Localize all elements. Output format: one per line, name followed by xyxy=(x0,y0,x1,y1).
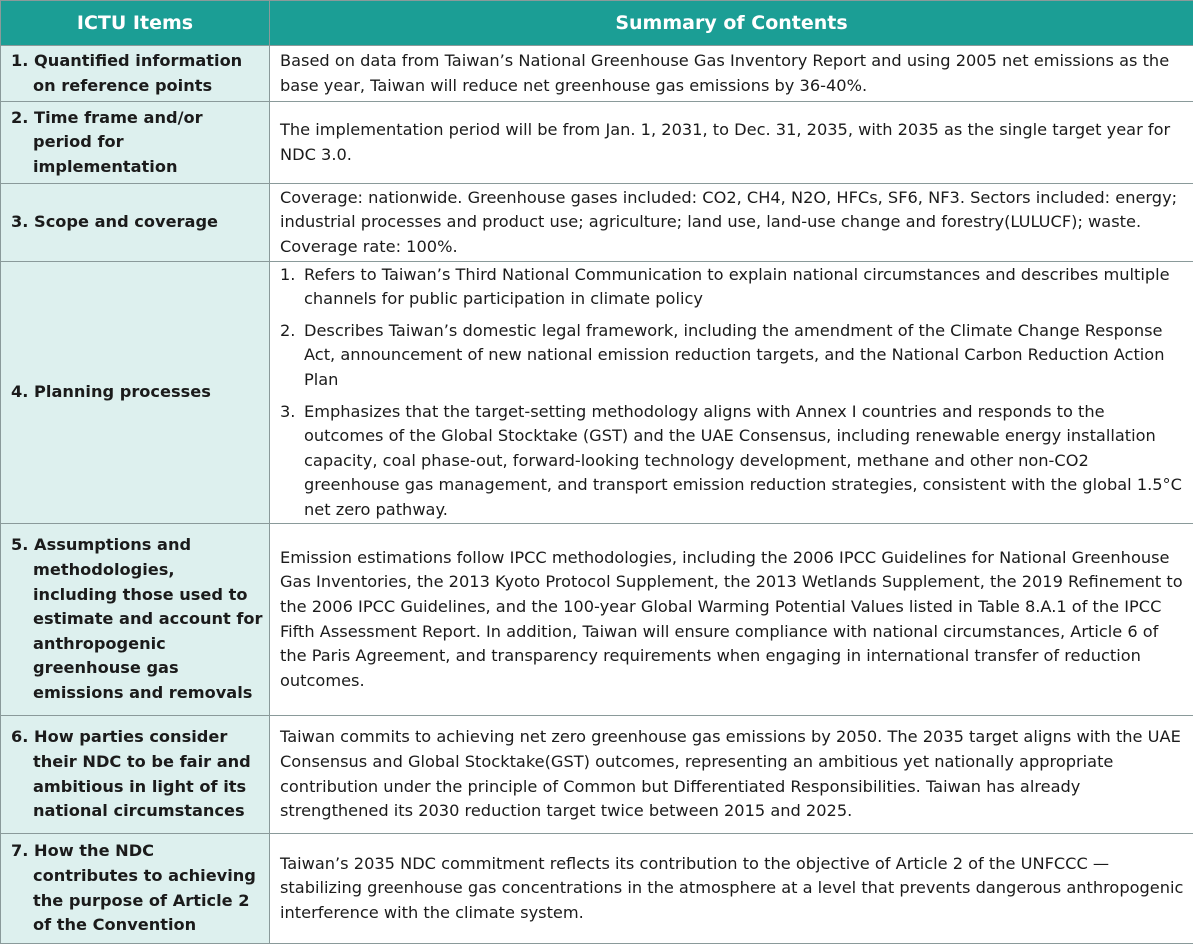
summary-cell: Emission estimations follow IPCC methodologies, including the 2006 IPCC Guidelines for National Greenhouse Gas Inventories, the 2013 Kyoto Protocol Supplement, the 2013 Wetlands Supplement, the 2019 Refinement to the 2006 IPCC Guidelines, and the 100-year Global Warming Potential Values listed in Table 8.A.1 of the IPCC Fifth Assessment Report. In addition, Taiwan will ensure compliance with national circumstances, Article 6 of the Paris Agreement, and transparency requirements when engaging in international transfer of reduction outcomes. xyxy=(270,524,1193,716)
list-number: 1. xyxy=(280,263,304,312)
list-number: 3. xyxy=(280,400,304,523)
summary-cell: Taiwan’s 2035 NDC commitment reflects its contribution to the objective of Article 2 of the UNFCCC — stabilizing greenhouse gas concentrations in the atmosphere at a level that prevents dangerous anthropogenic interference with the climate system. xyxy=(270,834,1193,944)
item-label: 1. Quantified information on reference points xyxy=(11,49,263,98)
list-text: Describes Taiwan’s domestic legal framework, including the amendment of the Climate Change Response Act, announcement of new national emission reduction targets, and the National Carbon Reduction Action Plan xyxy=(304,319,1185,393)
list-item xyxy=(280,319,1185,393)
planning-points-list xyxy=(280,263,1185,523)
summary-cell: Based on data from Taiwan’s National Greenhouse Gas Inventory Report and using 2005 net emissions as the base year, Taiwan will reduce net greenhouse gas emissions by 36-40%. xyxy=(270,46,1193,102)
item-cell xyxy=(1,46,270,102)
list-item xyxy=(280,263,1185,312)
item-cell xyxy=(1,184,270,262)
table-row xyxy=(1,716,1193,834)
header-summary-of-contents: Summary of Contents xyxy=(270,1,1193,46)
summary-cell: Coverage: nationwide. Greenhouse gases included: CO2, CH4, N2O, HFCs, SF6, NF3. Sectors included: energy; industrial processes and product use; agriculture; land use, land-use change and forestry(LULUCF); waste. Coverage rate: 100%. xyxy=(270,184,1193,262)
table-row xyxy=(1,834,1193,944)
summary-cell: Taiwan commits to achieving net zero greenhouse gas emissions by 2050. The 2035 target aligns with the UAE Consensus and Global Stocktake(GST) outcomes, representing an ambitious yet nationally appropriate contribution under the principle of Common but Differentiated Responsibilities. Taiwan has already strengthened its 2030 reduction target twice between 2015 and 2025. xyxy=(270,716,1193,834)
table-row xyxy=(1,46,1193,102)
summary-cell: The implementation period will be from Jan. 1, 2031, to Dec. 31, 2035, with 2035 as the single target year for NDC 3.0. xyxy=(270,102,1193,184)
item-cell xyxy=(1,102,270,184)
table-header-row xyxy=(1,1,1193,46)
header-ictu-items: ICTU Items xyxy=(1,1,270,46)
list-item xyxy=(280,400,1185,523)
item-label: 5. Assumptions and methodologies, including those used to estimate and account for anthropogenic greenhouse gas emissions and removals xyxy=(11,533,263,705)
item-label: 4. Planning processes xyxy=(11,380,263,405)
item-label: 6. How parties consider their NDC to be fair and ambitious in light of its national circumstances xyxy=(11,725,263,823)
item-cell xyxy=(1,716,270,834)
item-cell xyxy=(1,262,270,524)
item-label: 2. Time frame and/or period for implementation xyxy=(11,106,263,180)
list-number: 2. xyxy=(280,319,304,393)
table-row xyxy=(1,524,1193,716)
list-text: Emphasizes that the target-setting methodology aligns with Annex I countries and responds to the outcomes of the Global Stocktake (GST) and the UAE Consensus, including renewable energy installation capacity, coal phase-out, forward-looking technology development, methane and other non-CO2 greenhouse gas management, and transport emission reduction strategies, consistent with the global 1.5°C net zero pathway. xyxy=(304,400,1185,523)
summary-cell xyxy=(270,262,1193,524)
list-text: Refers to Taiwan’s Third National Communication to explain national circumstances and describes multiple channels for public participation in climate policy xyxy=(304,263,1185,312)
item-label: 7. How the NDC contributes to achieving the purpose of Article 2 of the Convention xyxy=(11,839,263,937)
item-label: 3. Scope and coverage xyxy=(11,210,263,235)
table-row xyxy=(1,102,1193,184)
item-cell xyxy=(1,524,270,716)
table-row xyxy=(1,262,1193,524)
item-cell xyxy=(1,834,270,944)
table-row xyxy=(1,184,1193,262)
